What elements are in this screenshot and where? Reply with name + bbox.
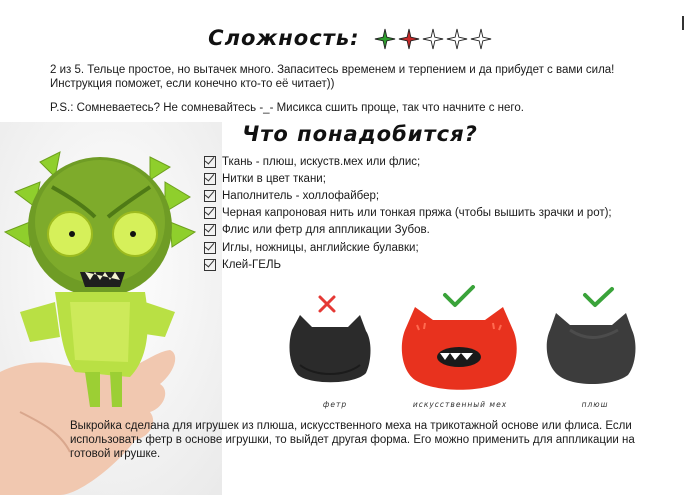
- star-icon-4: [446, 28, 468, 50]
- checkbox-icon: [204, 224, 216, 236]
- check-icon: [445, 287, 473, 305]
- checkbox-icon: [204, 190, 216, 202]
- sample-felt: [270, 285, 400, 415]
- checkbox-icon: [204, 173, 216, 185]
- star-icon-5: [470, 28, 492, 50]
- checkbox-icon: [204, 242, 216, 254]
- star-icon-1: [374, 28, 396, 50]
- difficulty-heading: [0, 26, 700, 50]
- faux-fur-sample-image: [395, 285, 525, 397]
- caption-felt: фетр: [322, 400, 348, 409]
- list-item: Черная капроновая нить или тонкая пряжа (чтобы вышить зрачки и рот);: [204, 205, 612, 222]
- star-icon-3: [422, 28, 444, 50]
- list-item: Нитки в цвет ткани;: [204, 170, 612, 187]
- caption-plush: плюш: [581, 400, 609, 409]
- materials-heading: Что понадобится?: [242, 122, 478, 146]
- cross-icon: [320, 297, 334, 311]
- list-item: Флис или фетр для аппликации Зубов.: [204, 222, 612, 239]
- pattern-note: Выкройка сделана для игрушек из плюша, искусственного меха на трикотажной основе или флиса. Если использовать фетр в основе игрушки, то выйдет другая форма. Его можно применить для аппликации на готовой игрушке.: [70, 420, 635, 460]
- caption-faux-fur: искусственный мех: [412, 400, 508, 409]
- difficulty-rating: [374, 28, 492, 50]
- fabric-samples: [270, 285, 680, 415]
- checkbox-icon: [204, 156, 216, 168]
- felt-sample-image: [270, 285, 400, 397]
- checkbox-icon: [204, 207, 216, 219]
- star-icon-2: [398, 28, 420, 50]
- sample-faux-fur: [395, 285, 525, 415]
- list-item: Ткань - плюш, искуств.мех или флис;: [204, 153, 612, 170]
- plush-sample-image: [530, 285, 660, 397]
- list-item: Наполнитель - холлофайбер;: [204, 187, 612, 204]
- list-item: Клей-ГЕЛЬ: [204, 256, 612, 273]
- ps-note: P.S.: Сомневаетесь? Не сомневайтесь -_- Мисикса сшить проще, так что начните с него.: [50, 102, 524, 114]
- list-item: Иглы, ножницы, английские булавки;: [204, 239, 612, 256]
- check-icon: [585, 289, 612, 305]
- difficulty-title: Сложность:: [208, 26, 360, 50]
- sample-plush: [530, 285, 660, 415]
- difficulty-description: 2 из 5. Тельце простое, но вытачек много. Запаситесь временем и терпением и да прибудет с вами сила! Инструкция поможет, если конечно кто-то её читает)): [50, 64, 615, 90]
- materials-list: [204, 153, 612, 273]
- checkbox-icon: [204, 259, 216, 271]
